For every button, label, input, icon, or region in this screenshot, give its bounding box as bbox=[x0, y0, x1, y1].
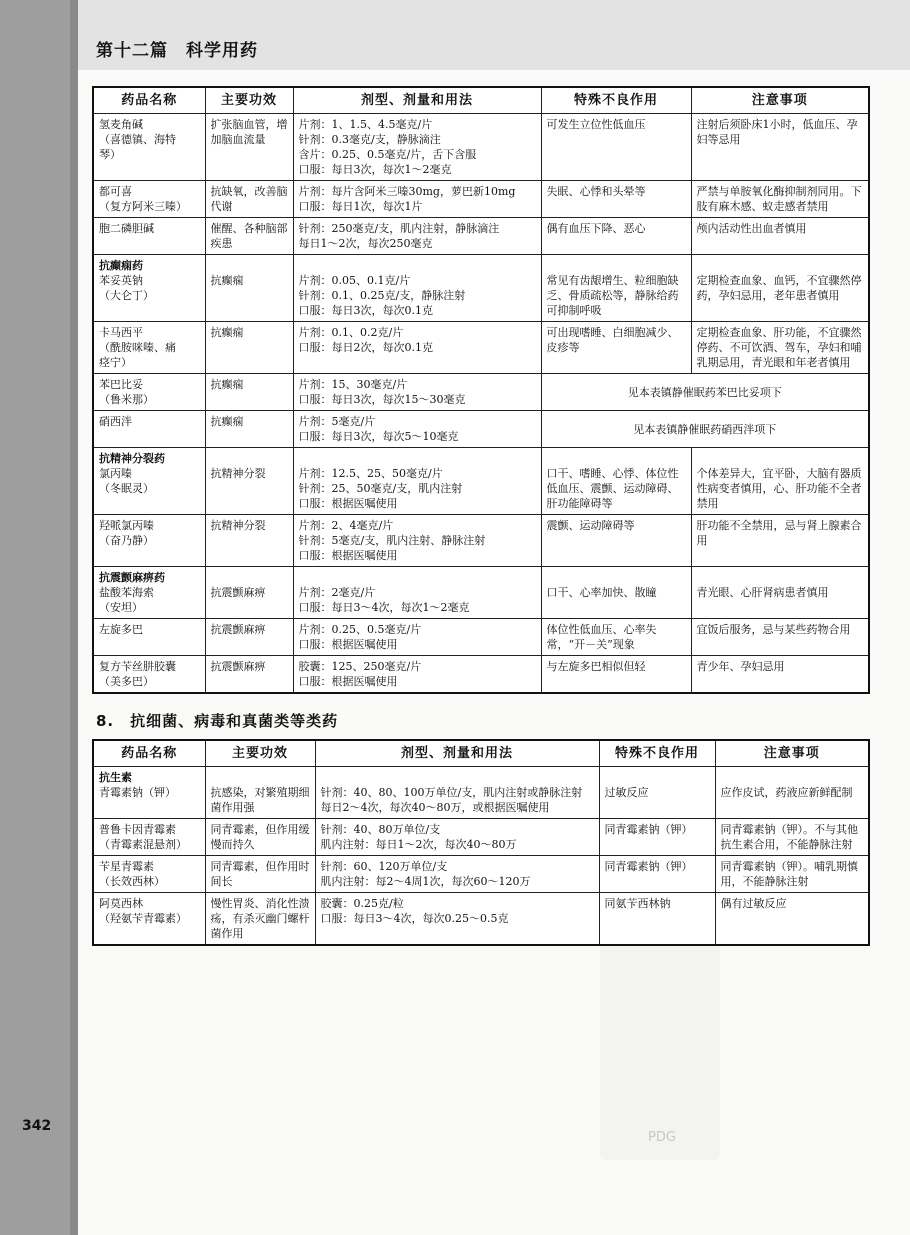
drug-name-line: （酰胺咪嗪、痛 bbox=[99, 341, 176, 354]
dosage-cell bbox=[293, 411, 541, 448]
dosage-line: 口服：每日3次，每次0.1克 bbox=[298, 304, 433, 317]
adverse-effect-cell: 震颤、运动障碍等 bbox=[541, 515, 691, 567]
drug-name-cell bbox=[93, 656, 205, 694]
dosage-line: 针剂：0.3毫克/支，静脉滴注 bbox=[298, 133, 441, 146]
dosage-line: 针剂：60、120万单位/支 bbox=[320, 860, 448, 873]
table-row bbox=[93, 448, 869, 515]
dosage-cell bbox=[293, 567, 541, 619]
drug-category-label: 抗生素 bbox=[99, 771, 132, 784]
dosage-line: 口服：根据医嘱使用 bbox=[298, 675, 398, 688]
drug-name-line: （鲁米那） bbox=[99, 393, 154, 406]
drug-name-line: 都可喜 bbox=[99, 185, 132, 198]
adverse-effect-cell: 同青霉素钠（钾） bbox=[599, 856, 715, 893]
notes-cell: 同青霉素钠（钾）。哺乳期慎用，不能静脉注射 bbox=[715, 856, 869, 893]
drug-name-line: 左旋多巴 bbox=[99, 623, 143, 636]
dosage-line: 针剂：5毫克/支，肌内注射、静脉注射 bbox=[298, 534, 486, 547]
notes-cell: 同青霉素钠（钾）。不与其他抗生素合用，不能静脉注射 bbox=[715, 819, 869, 856]
cross-reference-cell: 见本表镇静催眠药苯巴比妥项下 bbox=[541, 374, 869, 411]
notes-cell: 个体差异大，宜平卧，大脑有器质性病变者慎用，心、肝功能不全者禁用 bbox=[691, 448, 869, 515]
side-tab bbox=[0, 0, 78, 1235]
drug-name-line: 苯巴比妥 bbox=[99, 378, 143, 391]
dosage-cell bbox=[293, 255, 541, 322]
drug-name-line: 硝西泮 bbox=[99, 415, 132, 428]
table-row bbox=[93, 255, 869, 322]
notes-cell: 宜饭后服务，忌与某些药物合用 bbox=[691, 619, 869, 656]
header-dosage: 剂型、剂量和用法 bbox=[315, 740, 599, 767]
dosage-line: 口服：每日3次，每次15～30毫克 bbox=[298, 393, 466, 406]
dosage-cell bbox=[293, 619, 541, 656]
main-effect-cell: 抗精神分裂 bbox=[205, 448, 293, 515]
dosage-line: 口服：每日3～4次，每次0.25～0.5克 bbox=[320, 912, 509, 925]
main-effect-cell: 抗感染，对繁殖期细菌作用强 bbox=[205, 767, 315, 819]
drug-name-cell bbox=[93, 856, 205, 893]
drug-name-line: （安坦） bbox=[99, 601, 143, 614]
dosage-line: 片剂：2、4毫克/片 bbox=[298, 519, 394, 532]
table-row bbox=[93, 656, 869, 694]
dosage-line: 含片：0.25、0.5毫克/片，舌下含服 bbox=[298, 148, 477, 161]
main-effect-cell: 同青霉素，但作用时间长 bbox=[205, 856, 315, 893]
dosage-line: 每日1～2次，每次250毫克 bbox=[298, 237, 433, 250]
drug-name-cell bbox=[93, 893, 205, 946]
main-effect-cell: 抗癫痫 bbox=[205, 322, 293, 374]
dosage-cell bbox=[293, 322, 541, 374]
header-main-effect: 主要功效 bbox=[205, 740, 315, 767]
table-header-row bbox=[93, 87, 869, 114]
drug-name-cell bbox=[93, 374, 205, 411]
dosage-line: 每日2～4次，每次40～80万，或根据医嘱使用 bbox=[320, 801, 550, 814]
dosage-cell bbox=[315, 767, 599, 819]
table-row bbox=[93, 515, 869, 567]
dosage-line: 针剂：40、80、100万单位/支，肌内注射或静脉注射 bbox=[320, 786, 583, 799]
dosage-line: 片剂：12.5、25、50毫克/片 bbox=[298, 467, 443, 480]
dosage-line: 口服：根据医嘱使用 bbox=[298, 638, 398, 651]
dosage-line: 口服：根据医嘱使用 bbox=[298, 549, 398, 562]
notes-cell: 颅内活动性出血者慎用 bbox=[691, 218, 869, 255]
drug-table-1-body bbox=[93, 114, 869, 694]
dosage-line: 针剂：250毫克/支，肌内注射，静脉滴注 bbox=[298, 222, 500, 235]
dosage-cell bbox=[293, 515, 541, 567]
drug-name-line: （长效西林） bbox=[99, 875, 165, 888]
notes-cell: 青少年、孕妇忌用 bbox=[691, 656, 869, 694]
dosage-line: 片剂：1、1.5、4.5毫克/片 bbox=[298, 118, 433, 131]
drug-category-label: 抗精神分裂药 bbox=[99, 452, 165, 465]
drug-name-line: 阿莫西林 bbox=[99, 897, 143, 910]
main-effect-cell: 抗缺氧，改善脑代谢 bbox=[205, 181, 293, 218]
main-effect-cell: 抗震颤麻痹 bbox=[205, 567, 293, 619]
drug-name-line: （大仑丁） bbox=[99, 289, 154, 302]
main-effect-cell: 抗癫痫 bbox=[205, 255, 293, 322]
drug-name-cell bbox=[93, 448, 205, 515]
dosage-cell bbox=[293, 448, 541, 515]
dosage-line: 片剂：0.25、0.5毫克/片 bbox=[298, 623, 422, 636]
drug-name-line: 卡马西平 bbox=[99, 326, 143, 339]
drug-category-label: 抗震颤麻痹药 bbox=[99, 571, 165, 584]
dosage-cell bbox=[293, 218, 541, 255]
adverse-effect-cell: 可出现嗜睡、白细胞减少、皮疹等 bbox=[541, 322, 691, 374]
notes-cell: 肝功能不全禁用，忌与肾上腺素合用 bbox=[691, 515, 869, 567]
table-row bbox=[93, 374, 869, 411]
drug-name-line: 胞二磷胆碱 bbox=[99, 222, 154, 235]
drug-category-label: 抗癫痫药 bbox=[99, 259, 143, 272]
drug-name-cell bbox=[93, 619, 205, 656]
drug-name-cell bbox=[93, 411, 205, 448]
dosage-line: 口服：每日1次，每次1片 bbox=[298, 200, 423, 213]
section-title: 8. 抗细菌、病毒和真菌类等类药 bbox=[96, 712, 339, 730]
adverse-effect-cell: 常见有齿龈增生、粒细胞缺乏、骨质疏松等，静脉给药可抑制呼吸 bbox=[541, 255, 691, 322]
dosage-cell bbox=[293, 374, 541, 411]
drug-name-line: 氯丙嗪 bbox=[99, 467, 132, 480]
header-adverse: 特殊不良作用 bbox=[541, 87, 691, 114]
notes-cell: 严禁与单胺氧化酶抑制剂同用。下肢有麻木感、蚁走感者禁用 bbox=[691, 181, 869, 218]
drug-name-cell bbox=[93, 114, 205, 181]
table-row bbox=[93, 322, 869, 374]
drug-name-line: 氢麦角碱 bbox=[99, 118, 143, 131]
table-row bbox=[93, 767, 869, 819]
drug-name-cell bbox=[93, 255, 205, 322]
page-content bbox=[92, 86, 868, 946]
dosage-line: 片剂：5毫克/片 bbox=[298, 415, 376, 428]
dosage-line: 针剂：40、80万单位/支 bbox=[320, 823, 441, 836]
header-dosage: 剂型、剂量和用法 bbox=[293, 87, 541, 114]
table-row bbox=[93, 893, 869, 946]
drug-name-line: （青霉素混悬剂） bbox=[99, 838, 187, 851]
dosage-line: 口服：每日3次，每次5～10毫克 bbox=[298, 430, 459, 443]
page-number: 342 bbox=[22, 1118, 52, 1134]
main-effect-cell: 慢性胃炎、消化性溃疡，有杀灭幽门螺杆菌作用 bbox=[205, 893, 315, 946]
adverse-effect-cell: 偶有血压下降、恶心 bbox=[541, 218, 691, 255]
notes-cell: 注射后须卧床1小时，低血压、孕妇等忌用 bbox=[691, 114, 869, 181]
dosage-line: 口服：每日2次，每次0.1克 bbox=[298, 341, 433, 354]
dosage-line: 肌内注射：每日1～2次，每次40～80万 bbox=[320, 838, 517, 851]
table-header-row bbox=[93, 740, 869, 767]
drug-name-line: （复方阿米三嗪） bbox=[99, 200, 187, 213]
dosage-line: 片剂：每片含阿米三嗪30mg，萝巴新10mg bbox=[298, 185, 516, 198]
dosage-line: 口服：根据医嘱使用 bbox=[298, 497, 398, 510]
drug-name-line: 痉宁） bbox=[99, 356, 132, 369]
drug-table-1 bbox=[92, 86, 870, 694]
adverse-effect-cell: 体位性低血压、心率失常，“开－关”现象 bbox=[541, 619, 691, 656]
drug-name-line: （喜德镇、海特 bbox=[99, 133, 176, 146]
watermark-text: PDG bbox=[648, 1130, 676, 1145]
drug-name-line: （冬眠灵） bbox=[99, 482, 154, 495]
drug-name-line: 苯妥英钠 bbox=[99, 274, 143, 287]
drug-name-cell bbox=[93, 567, 205, 619]
main-effect-cell: 抗癫痫 bbox=[205, 374, 293, 411]
dosage-cell bbox=[315, 819, 599, 856]
notes-cell: 偶有过敏反应 bbox=[715, 893, 869, 946]
main-effect-cell: 扩张脑血管，增加脑血流量 bbox=[205, 114, 293, 181]
dosage-cell bbox=[315, 893, 599, 946]
notes-cell: 应作皮试，药液应新鲜配制 bbox=[715, 767, 869, 819]
drug-name-cell bbox=[93, 819, 205, 856]
dosage-line: 胶囊：0.25克/粒 bbox=[320, 897, 404, 910]
main-effect-cell: 催醒、各种脑部疾患 bbox=[205, 218, 293, 255]
adverse-effect-cell: 失眠、心悸和头晕等 bbox=[541, 181, 691, 218]
dosage-line: 片剂：2毫克/片 bbox=[298, 586, 376, 599]
drug-name-line: 羟哌氯丙嗪 bbox=[99, 519, 154, 532]
dosage-line: 片剂：0.1、0.2克/片 bbox=[298, 326, 404, 339]
drug-name-line: （美多巴） bbox=[99, 675, 154, 688]
main-effect-cell: 抗震颤麻痹 bbox=[205, 619, 293, 656]
adverse-effect-cell: 口干、嗜睡、心悸、体位性低血压、震颤、运动障碍、肝功能障碍等 bbox=[541, 448, 691, 515]
drug-name-line: 苄星青霉素 bbox=[99, 860, 154, 873]
header-notes: 注意事项 bbox=[715, 740, 869, 767]
table-row bbox=[93, 218, 869, 255]
header-main-effect: 主要功效 bbox=[205, 87, 293, 114]
drug-name-line: 琴） bbox=[99, 148, 121, 161]
drug-name-line: 普鲁卡因青霉素 bbox=[99, 823, 176, 836]
notes-cell: 青光眼、心肝肾病患者慎用 bbox=[691, 567, 869, 619]
notes-cell: 定期检查血象、血钙，不宜骤然停药，孕妇忌用，老年患者慎用 bbox=[691, 255, 869, 322]
dosage-line: 口服：每日3～4次，每次1～2毫克 bbox=[298, 601, 470, 614]
main-effect-cell: 抗癫痫 bbox=[205, 411, 293, 448]
adverse-effect-cell: 同青霉素钠（钾） bbox=[599, 819, 715, 856]
chapter-title: 第十二篇 科学用药 bbox=[96, 41, 258, 61]
dosage-line: 口服：每日3次，每次1～2毫克 bbox=[298, 163, 452, 176]
header-drug-name: 药品名称 bbox=[93, 87, 205, 114]
cross-reference-cell: 见本表镇静催眠药硝西泮项下 bbox=[541, 411, 869, 448]
table-row bbox=[93, 619, 869, 656]
drug-name-line: 盐酸苯海索 bbox=[99, 586, 154, 599]
drug-name-line: 复方苄丝肼胶囊 bbox=[99, 660, 176, 673]
main-effect-cell: 抗精神分裂 bbox=[205, 515, 293, 567]
header-adverse: 特殊不良作用 bbox=[599, 740, 715, 767]
drug-name-line: （羟氨苄青霉素） bbox=[99, 912, 187, 925]
dosage-line: 胶囊：125、250毫克/片 bbox=[298, 660, 422, 673]
main-effect-cell: 同青霉素，但作用缓慢而持久 bbox=[205, 819, 315, 856]
adverse-effect-cell: 可发生立位性低血压 bbox=[541, 114, 691, 181]
drug-table-2-body bbox=[93, 767, 869, 946]
dosage-line: 针剂：25、50毫克/支，肌内注射 bbox=[298, 482, 463, 495]
drug-name-cell bbox=[93, 767, 205, 819]
dosage-line: 肌内注射：每2～4周1次，每次60～120万 bbox=[320, 875, 531, 888]
notes-cell: 定期检查血象、肝功能，不宜骤然停药、不可饮酒、驾车，孕妇和哺乳期忌用，青光眼和年老者慎用 bbox=[691, 322, 869, 374]
dosage-line: 片剂：15、30毫克/片 bbox=[298, 378, 408, 391]
adverse-effect-cell: 口干、心率加快、散瞳 bbox=[541, 567, 691, 619]
table-row bbox=[93, 181, 869, 218]
drug-name-line: 青霉素钠（钾） bbox=[99, 786, 176, 799]
dosage-cell bbox=[293, 114, 541, 181]
header-drug-name: 药品名称 bbox=[93, 740, 205, 767]
adverse-effect-cell: 与左旋多巴相似但轻 bbox=[541, 656, 691, 694]
table-row bbox=[93, 114, 869, 181]
dosage-line: 针剂：0.1、0.25克/支，静脉注射 bbox=[298, 289, 466, 302]
dosage-line: 片剂：0.05、0.1克/片 bbox=[298, 274, 411, 287]
dosage-cell bbox=[315, 856, 599, 893]
table-row bbox=[93, 411, 869, 448]
table-row bbox=[93, 856, 869, 893]
adverse-effect-cell: 同氨苄西林钠 bbox=[599, 893, 715, 946]
drug-name-cell bbox=[93, 218, 205, 255]
main-effect-cell: 抗震颤麻痹 bbox=[205, 656, 293, 694]
header-notes: 注意事项 bbox=[691, 87, 869, 114]
adverse-effect-cell: 过敏反应 bbox=[599, 767, 715, 819]
drug-name-cell bbox=[93, 181, 205, 218]
dosage-cell bbox=[293, 181, 541, 218]
drug-name-cell bbox=[93, 322, 205, 374]
drug-name-line: （奋乃静） bbox=[99, 534, 154, 547]
table-row bbox=[93, 567, 869, 619]
drug-name-cell bbox=[93, 515, 205, 567]
table-row bbox=[93, 819, 869, 856]
dosage-cell bbox=[293, 656, 541, 694]
drug-table-2 bbox=[92, 739, 870, 946]
